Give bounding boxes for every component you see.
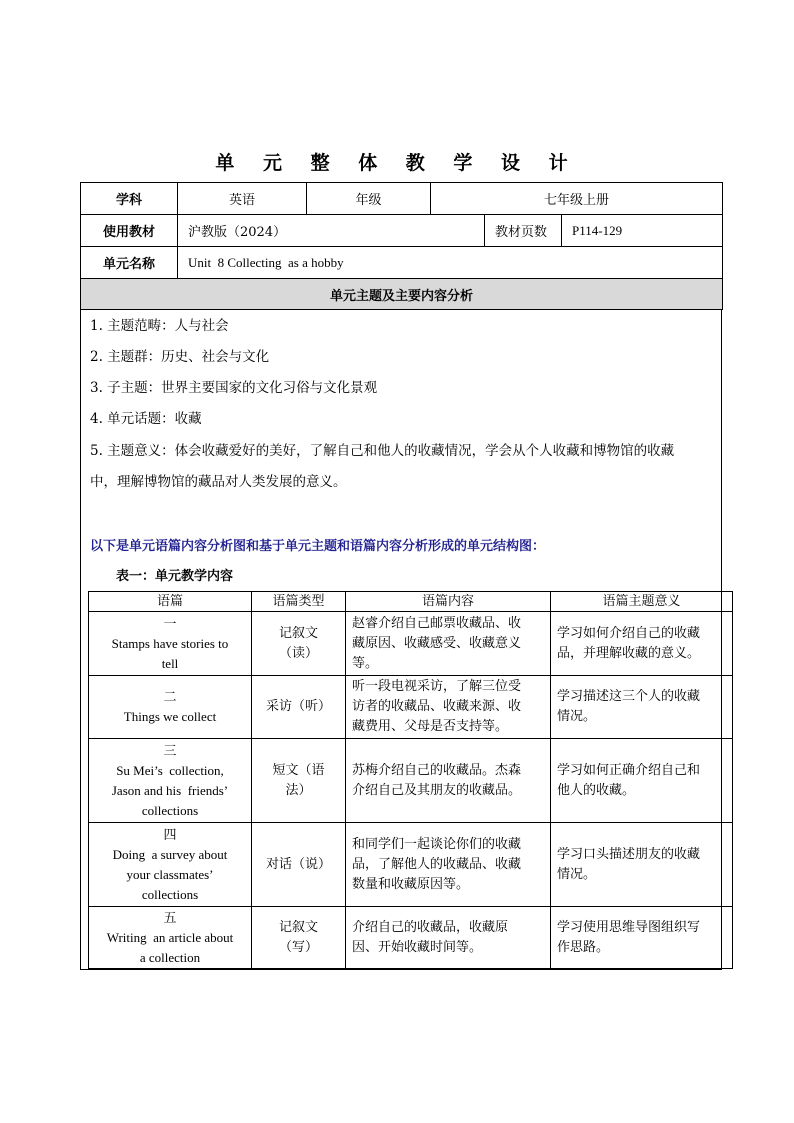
analysis-line: 3. 子主题：世界主要国家的文化习俗与文化景观 xyxy=(90,380,378,396)
info-table xyxy=(80,182,723,310)
text-meaning-line: 学习口头描述朋友的收藏 xyxy=(557,846,701,862)
text-type-line: 对话（说） xyxy=(265,856,331,872)
text-title-line: a collection xyxy=(139,949,201,965)
text-meaning-line: 学习使用思维导图组织写 xyxy=(557,919,701,935)
text-title-line: tell xyxy=(161,655,179,671)
analysis-line: 5. 主题意义：体会收藏爱好的美好，了解自己和他人的收藏情况，学会从个人收藏和博物馆的收藏 xyxy=(90,443,675,459)
text-content-line: 数量和收藏原因等。 xyxy=(352,876,470,892)
analysis-line: 中，理解博物馆的藏品对人类发展的意义。 xyxy=(90,474,347,490)
text-meaning-line: 作思路。 xyxy=(557,939,610,955)
text-title-line: Writing an article about xyxy=(106,929,234,945)
text-meaning-line: 学习如何正确介绍自己和 xyxy=(557,762,701,778)
table-row xyxy=(89,823,733,907)
text-type-line: 记叙文 xyxy=(278,919,318,935)
table-caption: 表一：单元教学内容 xyxy=(116,569,234,584)
text-meaning-line: 情况。 xyxy=(557,709,597,724)
structure-note: 以下是单元语篇内容分析图和基于单元主题和语篇内容分析形成的单元结构图： xyxy=(90,539,546,554)
analysis-line: 4. 单元话题：收藏 xyxy=(90,411,202,427)
text-number: 四 xyxy=(163,826,177,842)
text-content-line: 等。 xyxy=(352,655,379,671)
text-title-line: Doing a survey about xyxy=(112,846,228,862)
pages-value: P114-129 xyxy=(562,215,723,247)
text-title-line: your classmates’ xyxy=(126,866,214,882)
text-title-line: collections xyxy=(141,802,199,818)
text-content-line: 藏费用、父母是否支持等。 xyxy=(352,719,509,734)
text-type-line: 记叙文 xyxy=(278,625,318,641)
pages-label: 教材页数 xyxy=(485,215,562,247)
subject-label: 学科 xyxy=(81,183,178,215)
text-content-line: 藏原因、收藏感受、收藏意义 xyxy=(352,635,522,651)
page-title: 单 元 整 体 教 学 设 计 xyxy=(215,152,579,174)
text-content-line: 介绍自己的收藏品，收藏原 xyxy=(352,919,509,935)
text-content-line: 和同学们一起谈论你们的收藏 xyxy=(352,836,522,852)
section-title: 单元主题及主要内容分析 xyxy=(81,279,723,310)
textbook-label: 使用教材 xyxy=(81,215,178,247)
header-content: 语篇内容 xyxy=(346,592,551,612)
text-type-line: 短文（语 xyxy=(272,762,325,778)
header-text: 语篇 xyxy=(89,592,252,612)
text-meaning-line: 学习描述这三个人的收藏 xyxy=(557,689,701,704)
text-meaning-line: 品，并理解收藏的意义。 xyxy=(557,645,701,661)
analysis-line: 2. 主题群：历史、社会与文化 xyxy=(90,349,270,365)
table-row xyxy=(89,739,733,823)
grade-label: 年级 xyxy=(307,183,431,215)
text-content-line: 介绍自己及其朋友的收藏品。 xyxy=(352,782,522,798)
table-row xyxy=(89,676,733,739)
text-type-line: 法） xyxy=(285,782,312,798)
text-title-line: Jason and his friends’ xyxy=(111,782,229,798)
text-number: 一 xyxy=(163,615,177,631)
unit-value: Unit 8 Collecting as a hobby xyxy=(178,247,723,279)
analysis-section xyxy=(80,309,722,970)
unit-label: 单元名称 xyxy=(81,247,178,279)
text-number: 三 xyxy=(163,742,177,758)
text-title-line: Stamps have stories to xyxy=(111,635,229,651)
text-content-line: 品，了解他人的收藏品、收藏 xyxy=(352,856,522,872)
text-content-line: 听一段电视采访，了解三位受 xyxy=(352,679,522,694)
table-row xyxy=(89,612,733,676)
text-content-line: 因、开始收藏时间等。 xyxy=(352,939,483,955)
text-meaning-line: 学习如何介绍自己的收藏 xyxy=(557,625,701,641)
text-title-line: collections xyxy=(141,886,199,902)
text-type-line: （读） xyxy=(278,645,318,661)
header-meaning: 语篇主题意义 xyxy=(551,592,733,612)
text-content-line: 赵睿介绍自己邮票收藏品、收 xyxy=(352,615,522,631)
text-meaning-line: 情况。 xyxy=(557,866,597,882)
grade-value: 七年级上册 xyxy=(431,183,723,215)
subject-value: 英语 xyxy=(178,183,307,215)
content-table xyxy=(88,591,733,969)
text-title-line: Things we collect xyxy=(123,709,217,724)
text-title-line: Su Mei’s collection, xyxy=(116,762,224,778)
text-content-line: 访者的收藏品、收藏来源、收 xyxy=(352,699,522,714)
text-content-line: 苏梅介绍自己的收藏品。杰森 xyxy=(352,762,522,778)
textbook-value: 沪教版（2024） xyxy=(178,215,485,247)
text-number: 五 xyxy=(163,909,177,925)
analysis-line: 1. 主题范畴：人与社会 xyxy=(90,318,229,334)
table-row xyxy=(89,907,733,969)
text-type-line: 采访（听） xyxy=(265,699,331,714)
header-type: 语篇类型 xyxy=(252,592,346,612)
text-type-line: （写） xyxy=(278,939,318,955)
text-meaning-line: 他人的收藏。 xyxy=(557,782,636,798)
text-number: 二 xyxy=(163,689,177,704)
